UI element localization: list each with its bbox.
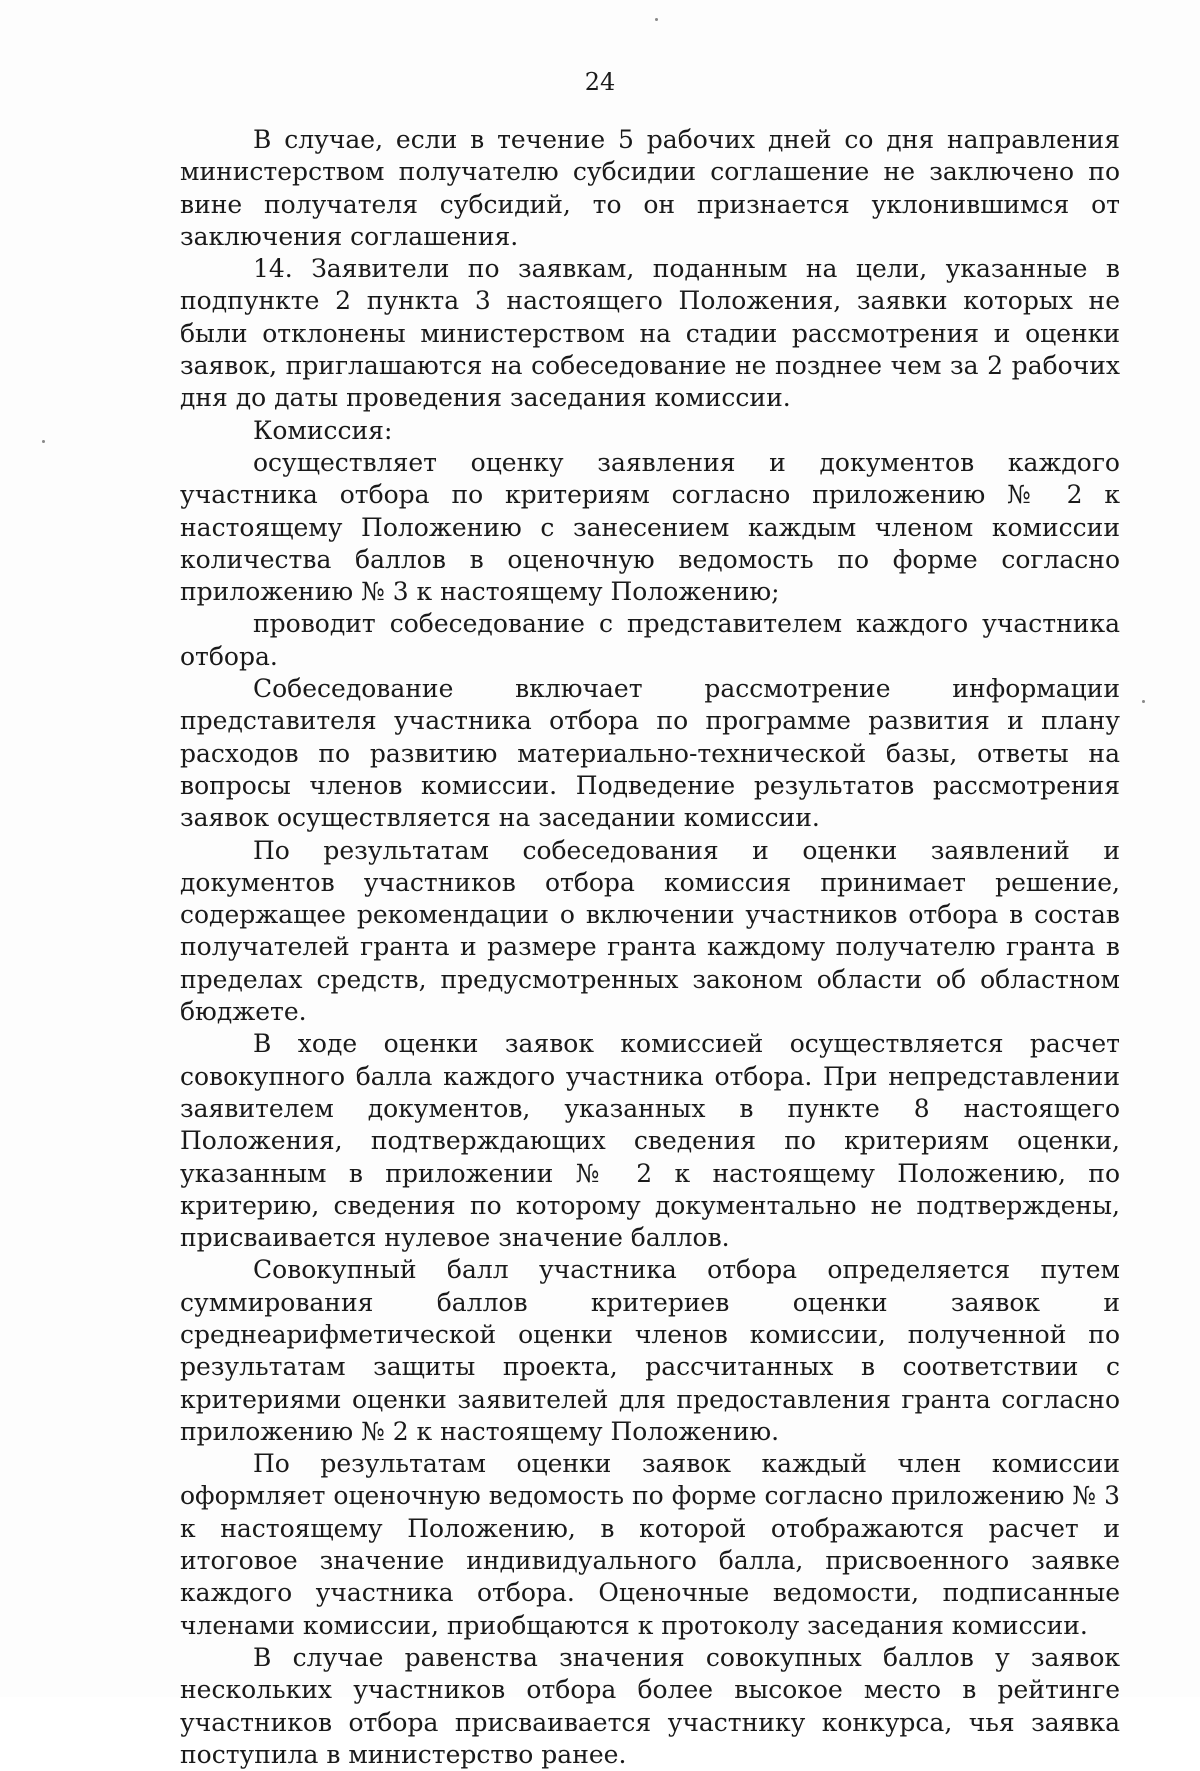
paragraph-interview-content: Собеседование включает рассмотрение информации представителя участника отбора по программе развития и плану расходов по развитию материально-технической базы, ответы на вопросы членов комиссии. Подведение результатов рассмотрения заявок осуществляется на заседании комиссии. xyxy=(180,674,1120,833)
paragraph-total-score-definition: Совокупный балл участника отбора определяется путем суммирования баллов критериев оценки заявок и среднеарифметической оценки членов комиссии, полученной по результатам защиты проекта, рассчитанных в соответствии с критериями оценки заявителей для предоставления гранта согласно приложению № 2 к настоящему Положению. xyxy=(180,1255,1120,1446)
paragraph-tie-break-rule: В случае равенства значения совокупных баллов у заявок нескольких участников отбора более высокое место в рейтинге участников отбора присваивается участнику конкурса, чья заявка поступила в министерство ранее. xyxy=(180,1642,1120,1769)
paragraph-commission-evaluation: осуществляет оценку заявления и документов каждого участника отбора по критериям согласно приложению № 2 к настоящему Положению с занесением каждым членом комиссии количества баллов в оценочную ведомость по форме согласно приложению № 3 к настоящему Положению; xyxy=(180,447,1120,607)
page-number: 24 xyxy=(584,68,616,96)
paragraph-total-score-calculation: В ходе оценки заявок комиссией осуществляется расчет совокупного балла каждого участника отбора. При непредставлении заявителем документов, указанных в пункте 8 настоящего Положения, подтверждающих сведения по критериям оценки, указанным в приложении № 2 к настоящему Положению, по критерию, сведения по которому документально не подтверждены, присваивается нулевое значение баллов. xyxy=(180,1029,1120,1253)
scan-speck xyxy=(655,18,658,21)
paragraph-evaluation-sheet: По результатам оценки заявок каждый член комиссии оформляет оценочную ведомость по форме согласно приложению № 3 к настоящему Положению, в которой отображаются расчет и итоговое значение индивидуального балла, присвоенного заявке каждого участника отбора. Оценочные ведомости, подписанные членами комиссии, приобщаются к протоколу заседания комиссии. xyxy=(180,1449,1120,1640)
paragraph-14-interview-invitation: 14. Заявители по заявкам, поданным на цели, указанные в подпункте 2 пункта 3 настоящего Положения, заявки которых не были отклонены министерством на стадии рассмотрения и оценки заявок, приглашаются на собеседование не позднее чем за 2 рабочих дня до даты проведения заседания комиссии. xyxy=(180,254,1120,413)
document-body xyxy=(180,124,1120,1771)
paragraph-refusal-to-sign: В случае, если в течение 5 рабочих дней со дня направления министерством получателю субсидии соглашение не заключено по вине получателя субсидий, то он признается уклонившимся от заключения соглашения. xyxy=(180,125,1120,251)
paragraph-commission-heading: Комиссия: xyxy=(253,415,393,445)
paragraph-commission-interview: проводит собеседование с представителем каждого участника отбора. xyxy=(180,609,1120,671)
paragraph-commission-decision: По результатам собеседования и оценки заявлений и документов участников отбора комиссия принимает решение, содержащее рекомендации о включении участников отбора в состав получателей гранта и размере гранта каждому получателю гранта в пределах средств, предусмотренных законом области об областном бюджете. xyxy=(180,835,1120,1027)
scan-speck xyxy=(1142,700,1145,703)
scan-speck xyxy=(42,440,45,443)
